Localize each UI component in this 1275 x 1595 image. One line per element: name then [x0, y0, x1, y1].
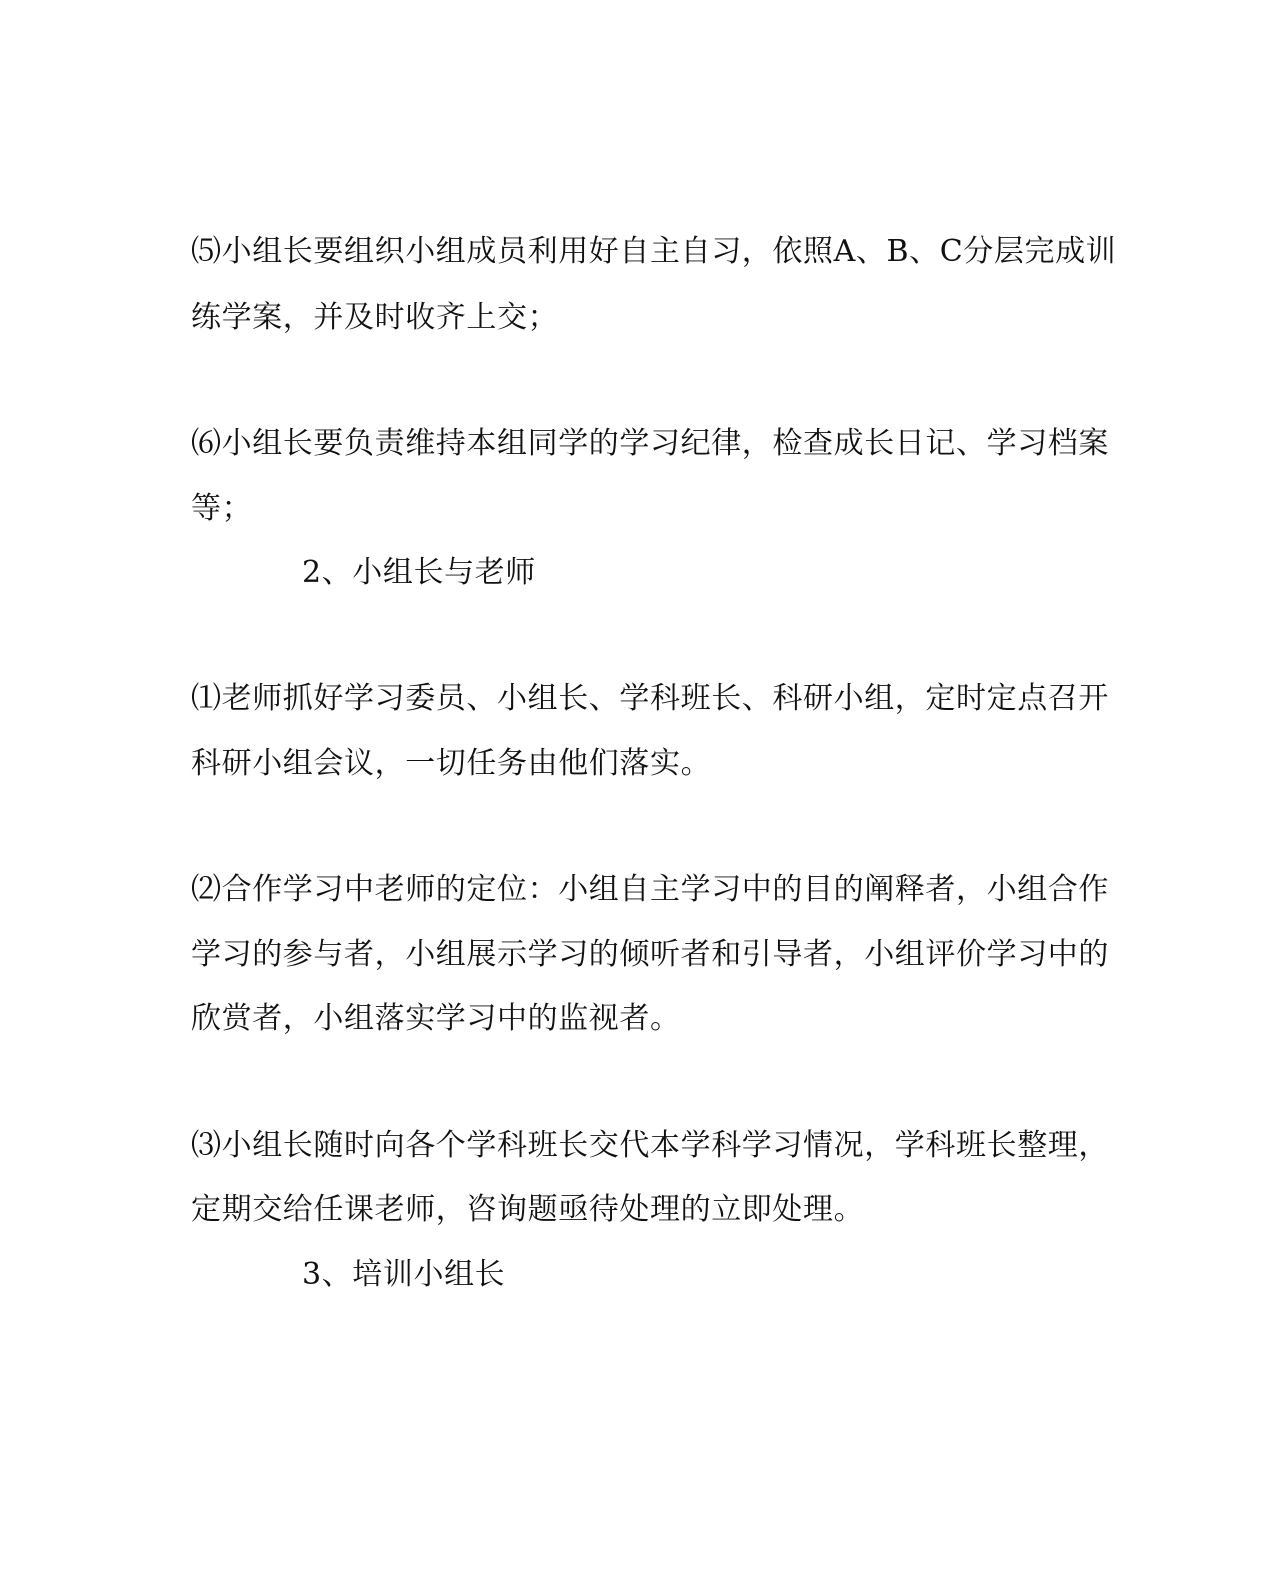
paragraph-2-line-1: ⑵合作学习中老师的定位：小组自主学习中的目的阐释者，小组合作	[191, 872, 1109, 907]
paragraph-6-line-1: ⑹小组长要负责维持本组同学的学习纪律，检查成长日记、学习档案	[191, 426, 1109, 461]
paragraph-2-line-2: 学习的参与者，小组展示学习的倾听者和引导者，小组评价学习中的	[191, 937, 1109, 972]
paragraph-3-line-1: ⑶小组长随时向各个学科班长交代本学科学习情况，学科班长整理，	[191, 1128, 1109, 1163]
paragraph-2-line-3: 欣赏者，小组落实学习中的监视者。	[191, 1001, 681, 1036]
paragraph-5-line-2: 练学案，并及时收齐上交；	[191, 300, 559, 335]
paragraph-6-line-2: 等；	[191, 491, 253, 526]
section-heading-2: 2、小组长与老师	[302, 555, 536, 590]
paragraph-1-line-1: ⑴老师抓好学习委员、小组长、学科班长、科研小组，定时定点召开	[191, 681, 1109, 716]
paragraph-1-line-2: 科研小组会议，一切任务由他们落实。	[191, 746, 712, 781]
paragraph-3-line-2: 定期交给任课老师，咨询题亟待处理的立即处理。	[191, 1192, 865, 1227]
section-heading-3: 3、培训小组长	[302, 1257, 506, 1292]
paragraph-5-line-1: ⑸小组长要组织小组成员利用好自主自习，依照A、B、C分层完成训	[191, 234, 1117, 269]
